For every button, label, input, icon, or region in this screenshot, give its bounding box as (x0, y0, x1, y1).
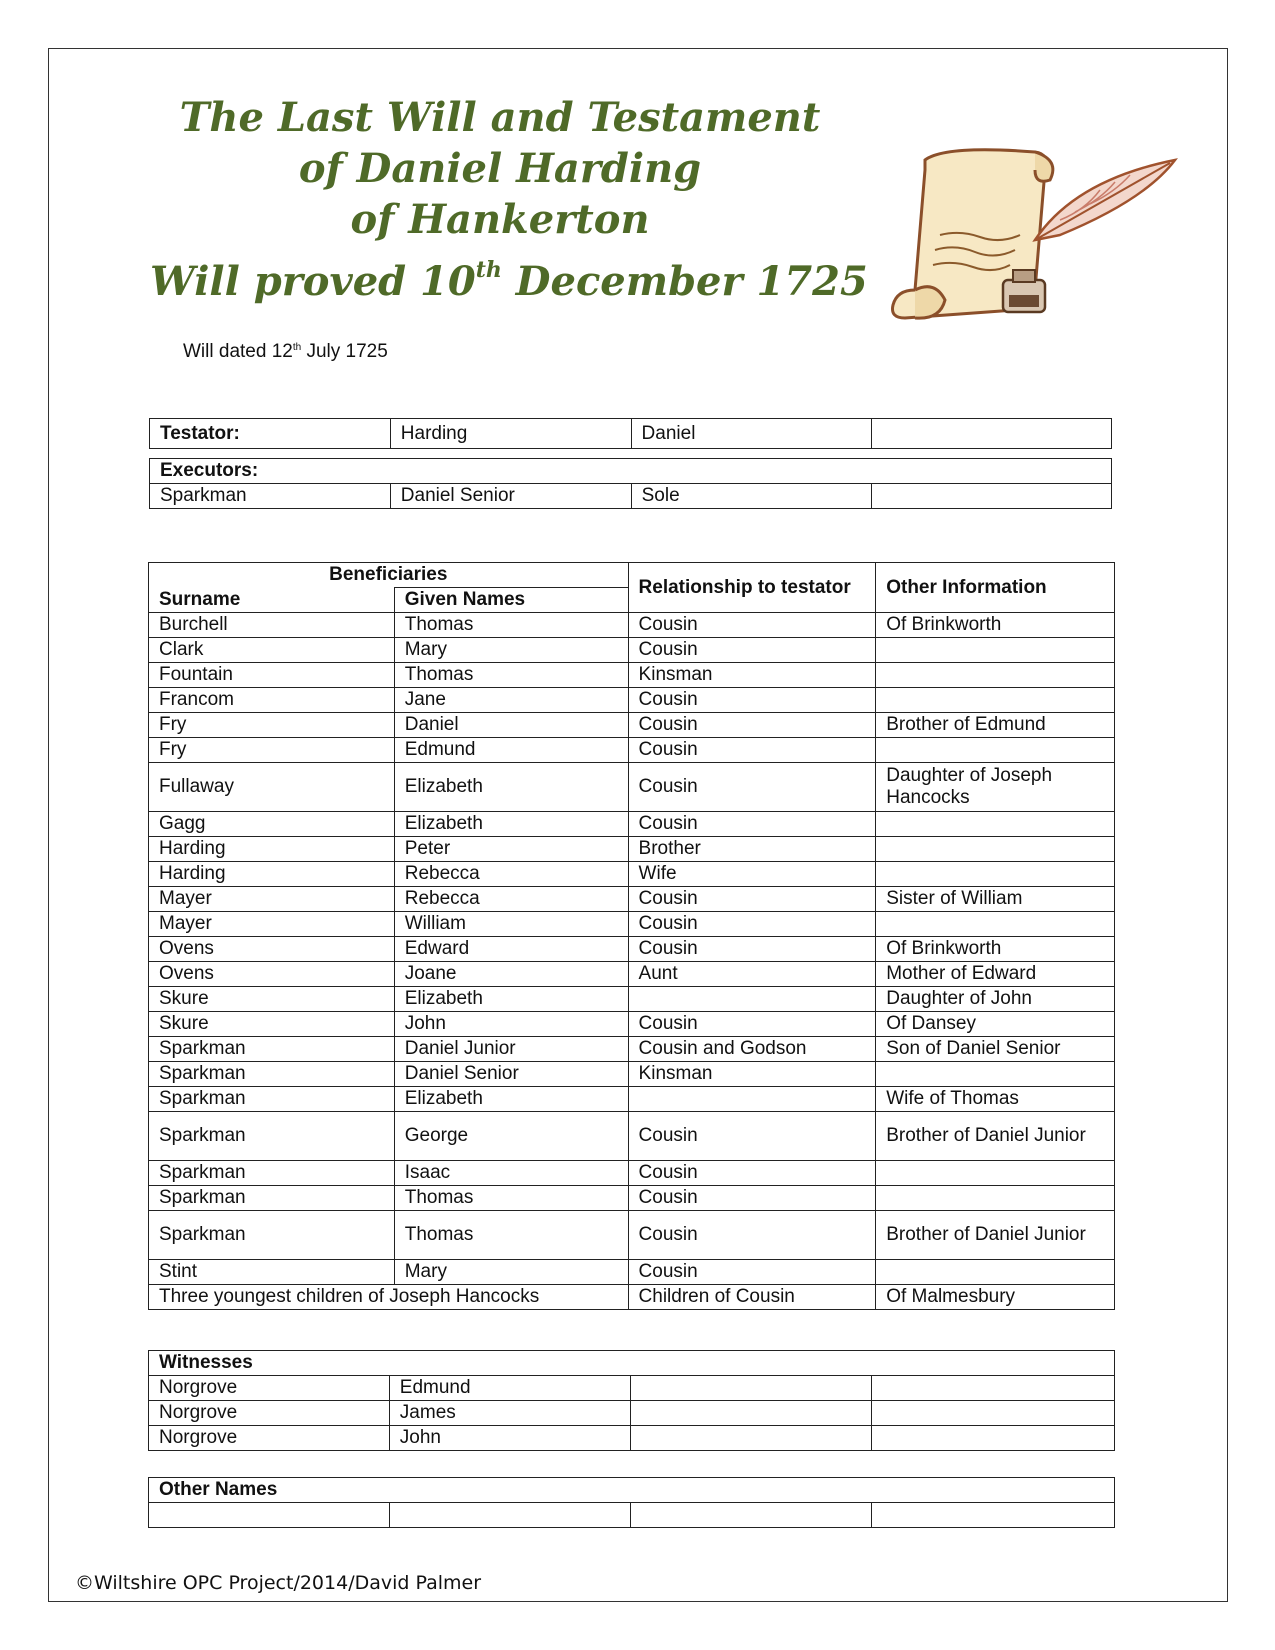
witness-cell (872, 1426, 1115, 1451)
title-line-4 (150, 245, 868, 307)
witness-cell (630, 1426, 872, 1451)
beneficiary-relationship: Brother (628, 837, 876, 862)
beneficiary-relationship: Cousin (628, 937, 876, 962)
beneficiary-surname: Fry (149, 738, 395, 763)
beneficiary-row (149, 1112, 1115, 1161)
beneficiary-relationship: Cousin (628, 688, 876, 713)
beneficiary-surname: Skure (149, 987, 395, 1012)
beneficiary-other-info (876, 738, 1115, 763)
beneficiary-given-names: Joane (394, 962, 628, 987)
beneficiary-surname: Ovens (149, 962, 395, 987)
document-title (150, 92, 868, 307)
beneficiary-surname: Fountain (149, 663, 395, 688)
beneficiary-given-names: Mary (394, 638, 628, 663)
beneficiary-given-names: Daniel Senior (394, 1062, 628, 1087)
title-line-4-date: December 1725 (501, 258, 868, 305)
beneficiary-other-info: Daughter of John (876, 987, 1115, 1012)
beneficiary-relationship (628, 987, 876, 1012)
beneficiary-row (149, 862, 1115, 887)
beneficiary-relationship: Cousin (628, 912, 876, 937)
witness-row (149, 1426, 1115, 1451)
beneficiary-other-info: Of Malmesbury (876, 1285, 1115, 1310)
beneficiary-relationship: Cousin (628, 763, 876, 812)
beneficiary-given-names: Thomas (394, 613, 628, 638)
witnesses-header-row (149, 1351, 1115, 1376)
other-names-label: Other Names (149, 1478, 1115, 1503)
beneficiary-row (149, 912, 1115, 937)
beneficiary-given-names: Peter (394, 837, 628, 862)
beneficiary-relationship: Aunt (628, 962, 876, 987)
witness-surname: Norgrove (149, 1376, 390, 1401)
beneficiary-surname: Sparkman (149, 1112, 395, 1161)
testator-table (149, 418, 1112, 449)
given-names-header: Given Names (394, 588, 628, 613)
beneficiary-given-names: Mary (394, 1260, 628, 1285)
scroll-quill-illustration (885, 140, 1205, 340)
beneficiary-given-names: Rebecca (394, 862, 628, 887)
beneficiary-other-info: Brother of Daniel Junior (876, 1211, 1115, 1260)
beneficiary-surname: Harding (149, 862, 395, 887)
other-names-cell (389, 1503, 630, 1528)
testator-extra (872, 419, 1112, 449)
witness-row (149, 1376, 1115, 1401)
witness-surname: Norgrove (149, 1401, 390, 1426)
beneficiary-surname: Harding (149, 837, 395, 862)
beneficiary-surname: Sparkman (149, 1211, 395, 1260)
beneficiary-other-info (876, 837, 1115, 862)
beneficiary-given-names: George (394, 1112, 628, 1161)
executors-header-row (150, 459, 1112, 484)
beneficiary-given-names: Jane (394, 688, 628, 713)
beneficiary-relationship: Cousin and Godson (628, 1037, 876, 1062)
beneficiary-row (149, 987, 1115, 1012)
beneficiary-other-info (876, 1186, 1115, 1211)
beneficiary-given-names: Elizabeth (394, 987, 628, 1012)
beneficiaries-table (148, 562, 1115, 1310)
other-names-row (149, 1503, 1115, 1528)
beneficiary-relationship: Cousin (628, 1161, 876, 1186)
title-line-2: of Daniel Harding (298, 145, 702, 192)
beneficiary-row (149, 613, 1115, 638)
beneficiary-other-info (876, 663, 1115, 688)
title-line-3: of Hankerton (350, 196, 650, 243)
beneficiary-row (149, 1062, 1115, 1087)
beneficiary-other-info: Mother of Edward (876, 962, 1115, 987)
beneficiary-other-info (876, 638, 1115, 663)
beneficiary-row (149, 763, 1115, 812)
beneficiary-surname: Sparkman (149, 1087, 395, 1112)
beneficiary-relationship: Wife (628, 862, 876, 887)
beneficiary-row (149, 638, 1115, 663)
beneficiary-given-names: Isaac (394, 1161, 628, 1186)
footer-copyright: ©Wiltshire OPC Project/2014/David Palmer (75, 1572, 482, 1594)
witness-cell (872, 1401, 1115, 1426)
beneficiary-relationship: Cousin (628, 1186, 876, 1211)
beneficiary-relationship: Cousin (628, 887, 876, 912)
executor-given: Daniel Senior (390, 484, 631, 509)
beneficiary-surname: Burchell (149, 613, 395, 638)
beneficiary-relationship (628, 1087, 876, 1112)
beneficiary-given-names: Elizabeth (394, 763, 628, 812)
beneficiary-relationship: Cousin (628, 1211, 876, 1260)
witness-given: James (389, 1401, 630, 1426)
beneficiary-other-info (876, 688, 1115, 713)
beneficiary-relationship: Kinsman (628, 1062, 876, 1087)
executor-extra (872, 484, 1112, 509)
beneficiary-row (149, 1186, 1115, 1211)
beneficiary-surname: Sparkman (149, 1186, 395, 1211)
beneficiary-row-group (149, 1285, 1115, 1310)
beneficiary-row (149, 1260, 1115, 1285)
testator-given: Daniel (631, 419, 872, 449)
beneficiary-relationship: Children of Cousin (628, 1285, 876, 1310)
witness-cell (630, 1376, 872, 1401)
beneficiary-other-info: Of Brinkworth (876, 613, 1115, 638)
beneficiary-row (149, 1211, 1115, 1260)
beneficiary-given-names: Thomas (394, 663, 628, 688)
title-line-4-sup: th (475, 257, 502, 283)
beneficiary-other-info (876, 1062, 1115, 1087)
executors-table (149, 458, 1112, 509)
executor-row (150, 484, 1112, 509)
beneficiary-given-names: Edmund (394, 738, 628, 763)
beneficiary-group-name: Three youngest children of Joseph Hancocks (149, 1285, 629, 1310)
beneficiary-given-names: Daniel Junior (394, 1037, 628, 1062)
beneficiary-row (149, 1161, 1115, 1186)
beneficiary-given-names: Thomas (394, 1186, 628, 1211)
beneficiary-given-names: Daniel (394, 713, 628, 738)
beneficiary-other-info (876, 1260, 1115, 1285)
other-info-header: Other Information (876, 563, 1115, 613)
beneficiary-row (149, 937, 1115, 962)
witness-row (149, 1401, 1115, 1426)
beneficiary-relationship: Cousin (628, 613, 876, 638)
beneficiary-given-names: John (394, 1012, 628, 1037)
relationship-header: Relationship to testator (628, 563, 876, 613)
beneficiary-row (149, 812, 1115, 837)
beneficiary-surname: Francom (149, 688, 395, 713)
beneficiary-other-info (876, 862, 1115, 887)
beneficiary-relationship: Kinsman (628, 663, 876, 688)
beneficiary-surname: Sparkman (149, 1161, 395, 1186)
testator-surname: Harding (390, 419, 631, 449)
beneficiary-surname: Clark (149, 638, 395, 663)
will-dated (183, 341, 388, 363)
beneficiary-given-names: Rebecca (394, 887, 628, 912)
will-dated-text: Will dated 12 (183, 341, 293, 362)
beneficiary-row (149, 688, 1115, 713)
beneficiary-row (149, 837, 1115, 862)
beneficiary-relationship: Cousin (628, 738, 876, 763)
beneficiary-relationship: Cousin (628, 713, 876, 738)
beneficiary-row (149, 713, 1115, 738)
beneficiary-other-info: Of Dansey (876, 1012, 1115, 1037)
surname-header: Surname (149, 588, 395, 613)
beneficiary-surname: Fullaway (149, 763, 395, 812)
executor-role: Sole (631, 484, 872, 509)
beneficiary-other-info: Sister of William (876, 887, 1115, 912)
testator-row (150, 419, 1112, 449)
beneficiary-other-info: Daughter of Joseph Hancocks (876, 763, 1115, 812)
beneficiary-surname: Fry (149, 713, 395, 738)
beneficiary-row (149, 1037, 1115, 1062)
beneficiary-given-names: William (394, 912, 628, 937)
other-names-header-row (149, 1478, 1115, 1503)
beneficiary-other-info (876, 1161, 1115, 1186)
beneficiaries-group-header: Beneficiaries (149, 563, 629, 588)
other-names-table (148, 1477, 1115, 1528)
beneficiary-given-names: Thomas (394, 1211, 628, 1260)
title-line-1: The Last Will and Testament (179, 94, 821, 141)
beneficiary-row (149, 1012, 1115, 1037)
will-dated-year: July 1725 (301, 341, 388, 362)
title-line-4-text: Will proved 10 (150, 258, 476, 305)
beneficiary-relationship: Cousin (628, 638, 876, 663)
other-names-cell (872, 1503, 1115, 1528)
witness-cell (872, 1376, 1115, 1401)
witnesses-label: Witnesses (149, 1351, 1115, 1376)
beneficiary-surname: Sparkman (149, 1037, 395, 1062)
beneficiary-other-info: Son of Daniel Senior (876, 1037, 1115, 1062)
beneficiary-given-names: Elizabeth (394, 812, 628, 837)
beneficiary-surname: Mayer (149, 912, 395, 937)
beneficiary-other-info: Wife of Thomas (876, 1087, 1115, 1112)
beneficiary-row (149, 887, 1115, 912)
witnesses-table (148, 1350, 1115, 1451)
executors-label: Executors: (150, 459, 1112, 484)
beneficiary-surname: Skure (149, 1012, 395, 1037)
other-names-cell (630, 1503, 872, 1528)
beneficiary-relationship: Cousin (628, 1112, 876, 1161)
beneficiaries-header-row-1 (149, 563, 1115, 588)
beneficiary-surname: Stint (149, 1260, 395, 1285)
witness-surname: Norgrove (149, 1426, 390, 1451)
beneficiary-other-info: Brother of Daniel Junior (876, 1112, 1115, 1161)
other-names-cell (149, 1503, 390, 1528)
beneficiary-row (149, 962, 1115, 987)
executor-surname: Sparkman (150, 484, 391, 509)
beneficiary-surname: Sparkman (149, 1062, 395, 1087)
beneficiary-row (149, 663, 1115, 688)
beneficiary-relationship: Cousin (628, 1260, 876, 1285)
beneficiary-relationship: Cousin (628, 812, 876, 837)
beneficiary-given-names: Edward (394, 937, 628, 962)
beneficiary-other-info: Of Brinkworth (876, 937, 1115, 962)
beneficiary-other-info (876, 812, 1115, 837)
will-dated-sup: th (292, 342, 302, 353)
beneficiary-other-info (876, 912, 1115, 937)
beneficiary-relationship: Cousin (628, 1012, 876, 1037)
testator-label: Testator: (150, 419, 391, 449)
beneficiary-surname: Mayer (149, 887, 395, 912)
witness-cell (630, 1401, 872, 1426)
witness-given: Edmund (389, 1376, 630, 1401)
beneficiary-row (149, 738, 1115, 763)
beneficiary-given-names: Elizabeth (394, 1087, 628, 1112)
beneficiary-row (149, 1087, 1115, 1112)
beneficiary-surname: Ovens (149, 937, 395, 962)
beneficiary-other-info: Brother of Edmund (876, 713, 1115, 738)
beneficiary-surname: Gagg (149, 812, 395, 837)
witness-given: John (389, 1426, 630, 1451)
